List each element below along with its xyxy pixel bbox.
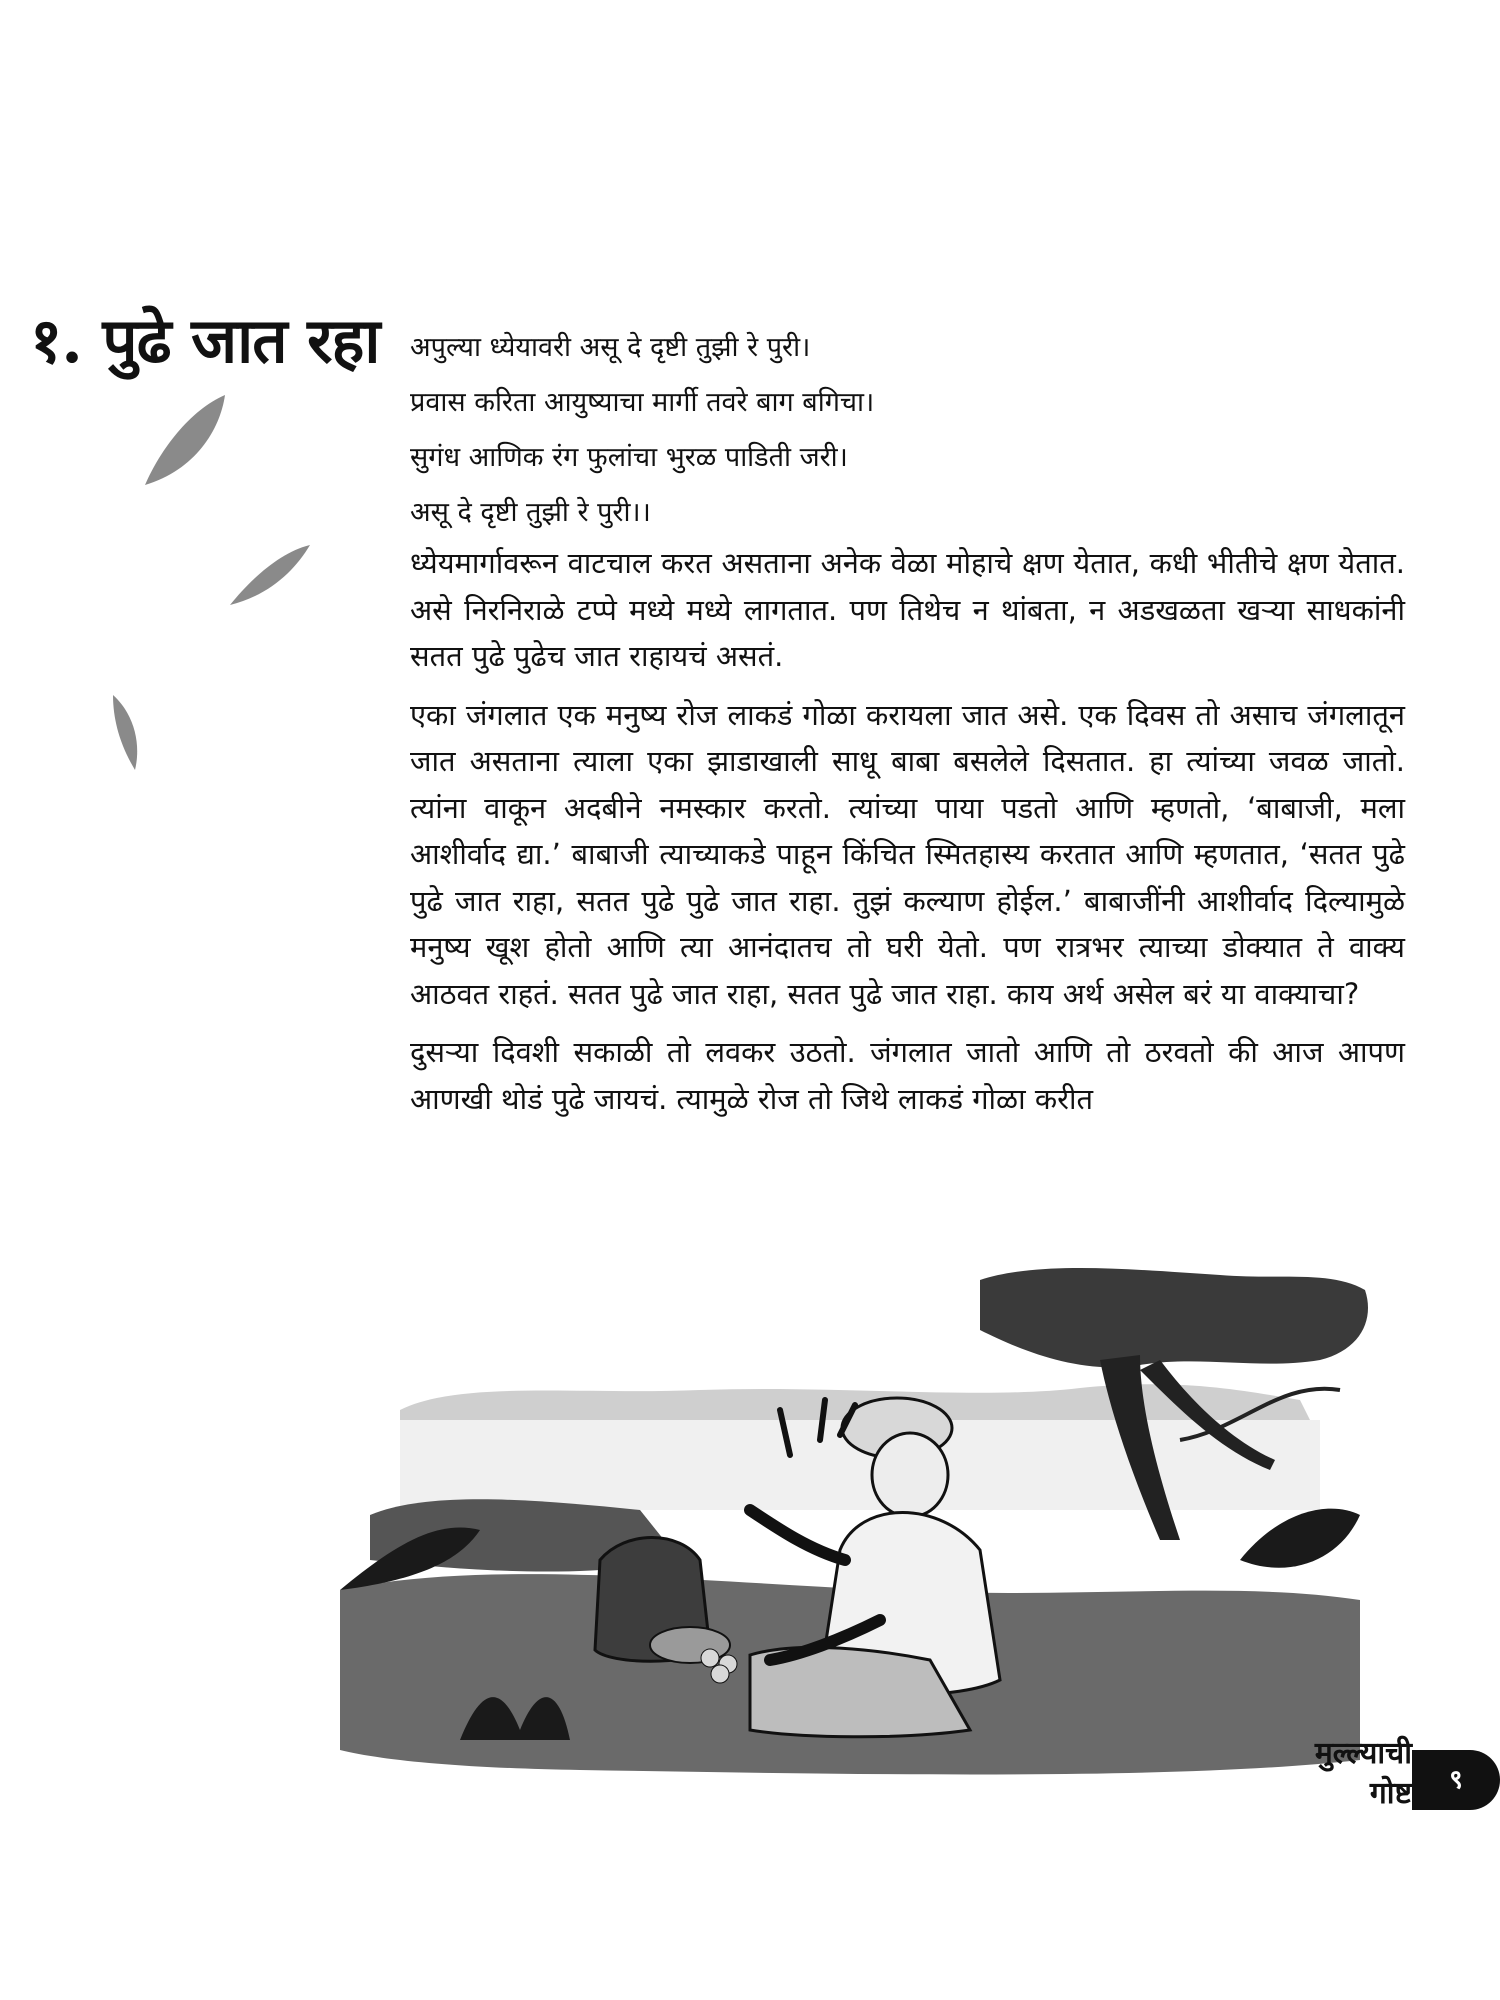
paragraph: दुसऱ्या दिवशी सकाळी तो लवकर उठतो. जंगलात जातो आणि तो ठरवतो की आज आपण आणखी थोडं पुढे जायचं. त्यामुळे रोज तो जिथे लाकडं गोळा करीत — [410, 1035, 1405, 1116]
chapter-heading — [30, 304, 405, 377]
paragraph: एका जंगलात एक मनुष्य रोज लाकडं गोळा करायला जात असे. एक दिवस तो असाच जंगलातून जात असताना त्याला एका झाडाखाली साधू बाबा बसलेले दिसतात. हा त्यांच्या जवळ जातो. त्यांना वाकून अदबीने नमस्कार करतो. त्यांच्या पाया पडतो आणि म्हणतो, ‘बाबाजी, मला आशीर्वाद द्या.’ बाबाजी त्याच्याकडे पाहून किंचित स्मितहास्य करतात आणि म्हणतात, ‘सतत पुढे पुढे जात राहा, सतत पुढे पुढे जात राहा. तुझं कल्याण होईल.’ बाबाजींनी आशीर्वाद दिल्यामुळे मनुष्य खूश होतो आणि त्या आनंदातच तो घरी येतो. पण रात्रभर त्याच्या डोक्यात ते वाक्य आठवत राहतं. सतत पुढे जात राहा, सतत पुढे जात राहा. काय अर्थ असेल बरं या वाक्याचा? — [410, 697, 1405, 1011]
book-title-line: मुल्ल्याची — [1314, 1736, 1412, 1771]
chapter-number: १. — [30, 304, 82, 377]
book-title-line: गोष्ट — [1369, 1776, 1412, 1811]
leaf-decoration-3 — [105, 690, 145, 775]
page-number: ९ — [1412, 1750, 1500, 1810]
story-illustration — [280, 1260, 1380, 1780]
page-footer — [1282, 1730, 1500, 1830]
verse-line: अपुल्या ध्येयावरी असू दे दृष्टी तुझी रे पुरी। — [410, 332, 811, 363]
verse-block — [410, 320, 1410, 540]
verse-line: असू दे दृष्टी तुझी रे पुरी।। — [410, 497, 651, 528]
story-text — [410, 540, 1405, 1134]
verse-line: सुगंध आणिक रंग फुलांचा भुरळ पाडिती जरी। — [410, 442, 848, 473]
paragraph: ध्येयमार्गावरून वाटचाल करत असताना अनेक वेळा मोहाचे क्षण येतात, कधी भीतीचे क्षण येतात. असे निरनिराळे टप्पे मध्ये मध्ये लागतात. पण तिथेच न थांबता, न अडखळता खऱ्या साधकांनी सतत पुढे पुढेच जात राहायचं असतं. — [410, 546, 1405, 673]
chapter-title: पुढे जात रहा — [102, 304, 380, 377]
verse-line: प्रवास करिता आयुष्याचा मार्गी तवरे बाग बगिचा। — [410, 387, 875, 418]
book-title — [1282, 1734, 1412, 1814]
leaf-decoration-2 — [225, 540, 315, 610]
leaf-decoration-1 — [140, 390, 230, 490]
